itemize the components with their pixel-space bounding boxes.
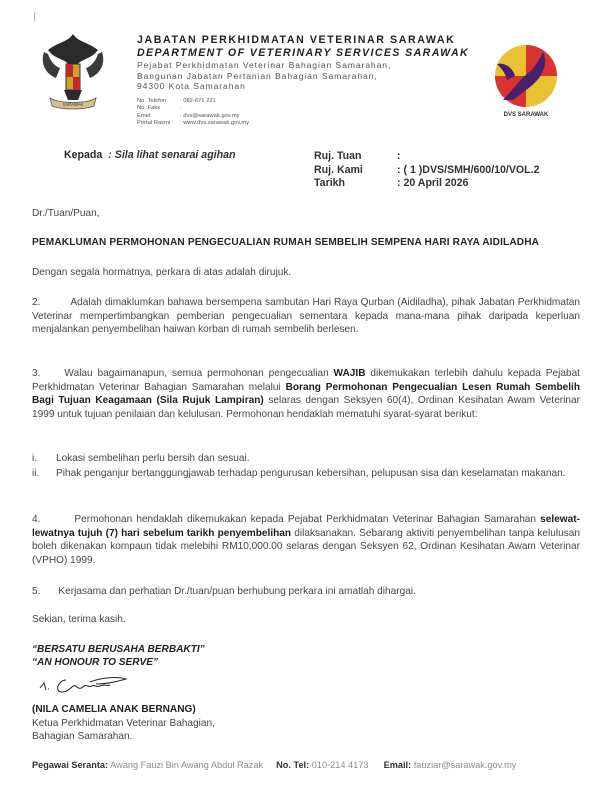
salutation: Dr./Tuan/Puan, — [32, 208, 100, 219]
handwritten-signature — [30, 670, 130, 700]
tel-label: No. Tel: — [276, 760, 310, 770]
signatory-name: (NILA CAMELIA ANAK BERNANG) — [32, 704, 196, 715]
paragraph-text: dilaksanakan. Sebarang aktiviti penyembelihan tanpa kelulusan boleh dikenakan kompaun tidak melebihi RM10,000.00 selaras dengan Seksyen 62, Ordinan Kesihatan Awam Veterinar (VPHO) 1999. — [32, 527, 580, 566]
form-name-text: Borang Permohonan Pengecualian Lesen Rumah Sembelih Bagi Tujuan Keagamaan (Sila Rujuk Lampiran) — [32, 381, 580, 407]
footer-email-value[interactable]: fauziar@sarawak.gov.my — [413, 760, 517, 770]
ref-value: : ( 1 )DVS/SMH/600/10/VOL.2 — [397, 163, 540, 176]
paragraph-text: Permohonan hendaklah dikemukakan kepada Pejabat Perkhidmatan Veterinar Bahagian Samarahan — [74, 514, 541, 525]
ref-label: Ruj. Kami — [314, 163, 363, 176]
address-line: Bangunan Jabatan Pertanian Bahagian Samarahan, — [137, 70, 378, 81]
phone-value: : 082-671 221 — [180, 98, 216, 104]
signatory-position — [32, 717, 215, 744]
paragraph-text: selaras dengan Seksyen 60(4), Ordinan Kesihatan Awam Veterinar 1999 untuk tujuan penilaian dan kelulusan. Permohonan hendaklah mematuhi syarat-syarat berikut: — [32, 395, 580, 420]
crest-ribbon-text: SARAWAK — [62, 102, 84, 107]
paragraph-text: Adalah dimaklumkan bahawa bersempena sambutan Hari Raya Qurban (Aidiladha), pihak Jabatan Perkhidmatan Veterinar mempertimbangkan pemberian pengecualian sementara kepada mana-mana pihak daripada keperluan menjalankan penyembelihan haiwan korban di rumah sembelih berlesen. — [32, 297, 580, 336]
ref-value: : — [397, 150, 401, 162]
department-name-english: DEPARTMENT OF VETERINARY SERVICES SARAWAK — [137, 47, 470, 59]
dvs-logo-text: DVS SARAWAK — [503, 112, 549, 118]
paragraph-text: Kerjasama dan perhatian Dr./tuan/puan berhubung perkara ini amatlah dihargai. — [58, 586, 416, 597]
paragraph-text: Walau bagaimanapun, semua permohonan pengecualian — [64, 368, 334, 379]
paragraph-text: dikemukakan terlebih dahulu kepada Pejabat Perkhidmatan Veterinar Bahagian Samarahan melalui — [32, 368, 580, 393]
emphasis-text: WAJIB — [333, 368, 366, 379]
fax-label: No. Faks — [137, 105, 161, 112]
email-value[interactable]: : dvs@sarawak.gov.my — [180, 112, 240, 119]
paragraph-2 — [32, 296, 580, 337]
address-line: 94300 Kota Samarahan — [137, 81, 246, 92]
office-address — [137, 60, 391, 92]
phone-label: No. Telefon — [137, 98, 167, 104]
email-label: Emel — [137, 112, 151, 119]
paragraph-5 — [32, 585, 416, 599]
paragraph-number: 4. — [32, 514, 41, 525]
dvs-sarawak-logo — [483, 40, 569, 120]
department-name-malay: JABATAN PERKHIDMATAN VETERINAR SARAWAK — [137, 34, 456, 46]
opening-line: Dengan segala hormatnya, perkara di atas adalah dirujuk. — [32, 267, 292, 278]
paragraph-3 — [32, 367, 580, 421]
signatory-division: Bahagian Samarahan. — [32, 731, 133, 743]
date-value: : 20 April 2026 — [397, 177, 469, 189]
deadline-text: selewat-lewatnya tujuh (7) hari sebelum tarikh penyembelihan — [32, 514, 580, 539]
officer-label: Pegawai Seranta: — [32, 760, 109, 770]
condition-number: ii. — [32, 468, 40, 479]
letter-subject: PEMAKLUMAN PERMOHONAN PENGECUALIAN RUMAH SEMBELIH SEMPENA HARI RAYA AIDILADHA — [32, 237, 540, 248]
addressee-value: : Sila lihat senarai agihan — [108, 149, 236, 161]
paragraph-4 — [32, 513, 580, 567]
tel-value[interactable]: 010-214 4173 — [311, 760, 369, 770]
condition-number: i. — [32, 453, 38, 464]
addressee — [64, 149, 235, 161]
address-line: Pejabat Perkhidmatan Veterinar Bahagian Samarahan, — [137, 60, 392, 70]
signatory-role: Ketua Perkhidmatan Veterinar Bahagian, — [32, 718, 215, 729]
condition-text: Lokasi sembelihan perlu bersih dan sesuai. — [56, 453, 250, 464]
motto-english: “AN HONOUR TO SERVE” — [32, 657, 158, 669]
footer-email-label: Email: — [383, 760, 412, 770]
closing-line: Sekian, terima kasih. — [32, 614, 126, 625]
fax-value: : — [180, 105, 182, 112]
paragraph-number: 2. — [32, 297, 41, 308]
corner-mark: ⌠ — [32, 12, 37, 21]
sarawak-crest-logo — [38, 28, 108, 114]
motto-malay: “BERSATU BERUSAHA BERBAKTI” — [32, 644, 205, 655]
department-motto — [32, 643, 205, 669]
contact-officer-footer — [32, 760, 516, 770]
addressee-label: Kepada — [64, 149, 103, 161]
reference-block — [314, 150, 539, 191]
ref-label: Ruj. Tuan — [314, 150, 362, 162]
portal-value[interactable]: : www.dvs.sarawak.gov.my — [180, 120, 250, 127]
officer-name: Awang Fauzi Bin Awang Abdul Razak — [110, 760, 264, 770]
paragraph-number: 3. — [32, 368, 41, 379]
condition-text: Pihak penganjur bertanggungjawab terhadap pengurusan kebersihan, pelupusan sisa dan keselamatan makanan. — [56, 468, 566, 479]
date-label: Tarikh — [314, 177, 346, 189]
portal-label: Portal Rasmi — [137, 120, 171, 127]
contact-details — [137, 98, 249, 128]
paragraph-number: 5. — [32, 586, 41, 597]
